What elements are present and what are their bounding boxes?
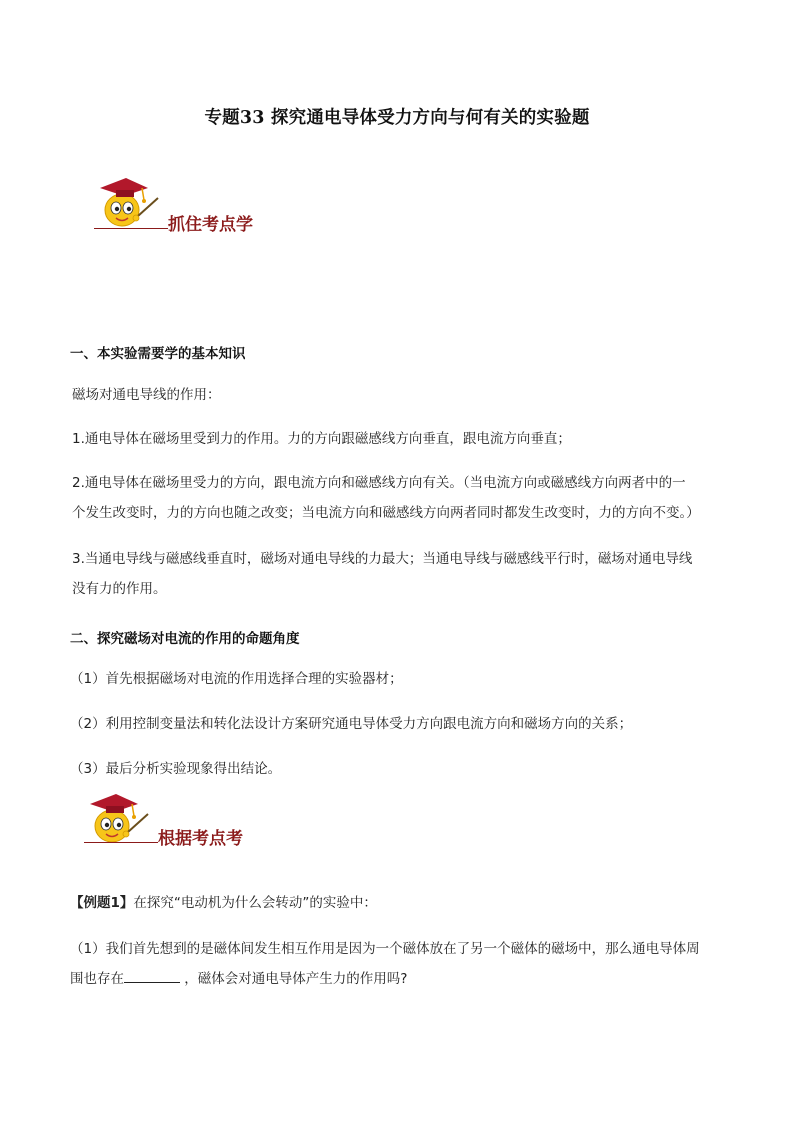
example-text: 在探究“电动机为什么会转动”的实验中： <box>133 895 377 911</box>
paragraph-point-1: 1.通电导体在磁场里受到力的作用。力的方向跟磁感线方向垂直，跟电流方向垂直； <box>72 431 571 447</box>
paragraph-point-3 <box>72 544 728 604</box>
badge-label: 根据考点考 <box>158 829 243 849</box>
section-heading-angles: 二、探究磁场对电流的作用的命题角度 <box>70 631 300 647</box>
question-1-line-2-end: ，磁体会对通电导体产生力的作用吗? <box>184 971 408 987</box>
document-title: 专题33 探究通电导体受力方向与何有关的实验题 <box>204 108 590 128</box>
badge-underline <box>84 842 158 843</box>
paragraph-intro: 磁场对通电导线的作用： <box>72 387 221 403</box>
example-intro <box>70 888 726 918</box>
paragraph-point-3-line-1: 3.当通电导线与磁感线垂直时，磁场对通电导线的力最大；当通电导线与磁感线平行时，磁场对通电导线 <box>72 551 693 567</box>
graduate-mascot-icon <box>82 786 156 850</box>
badge-underline <box>94 228 168 229</box>
paragraph-point-2 <box>72 468 728 528</box>
list-item-1: （1）首先根据磁场对电流的作用选择合理的实验器材； <box>70 671 403 687</box>
paragraph-point-2-line-1: 2.通电导体在磁场里受力的方向，跟电流方向和磁感线方向有关。（当电流方向或磁感线方向两者中的一 <box>72 475 686 491</box>
answer-blank[interactable] <box>124 968 180 983</box>
question-1-line-1: （1）我们首先想到的是磁体间发生相互作用是因为一个磁体放在了另一个磁体的磁场中，那么通电导体周 <box>70 941 700 957</box>
section-badge-test <box>82 786 272 856</box>
section-badge-learn <box>92 170 282 240</box>
paragraph-point-3-line-2: 没有力的作用。 <box>72 581 167 597</box>
list-item-3: （3）最后分析实验现象得出结论。 <box>70 761 282 777</box>
graduate-mascot-icon <box>92 170 166 234</box>
section-heading-basics: 一、本实验需要学的基本知识 <box>70 346 246 362</box>
example-tag: 【例题1】 <box>70 895 134 911</box>
question-1-line-2-start: 围也存在 <box>70 971 124 987</box>
list-item-2: （2）利用控制变量法和转化法设计方案研究通电导体受力方向跟电流方向和磁场方向的关系； <box>70 716 633 732</box>
paragraph-point-2-line-2: 个发生改变时，力的方向也随之改变；当电流方向和磁感线方向两者同时都发生改变时，力的方向不变。） <box>72 505 700 521</box>
badge-label: 抓住考点学 <box>168 215 253 235</box>
example-question-1 <box>70 934 726 994</box>
question-1-line-2 <box>70 964 726 994</box>
